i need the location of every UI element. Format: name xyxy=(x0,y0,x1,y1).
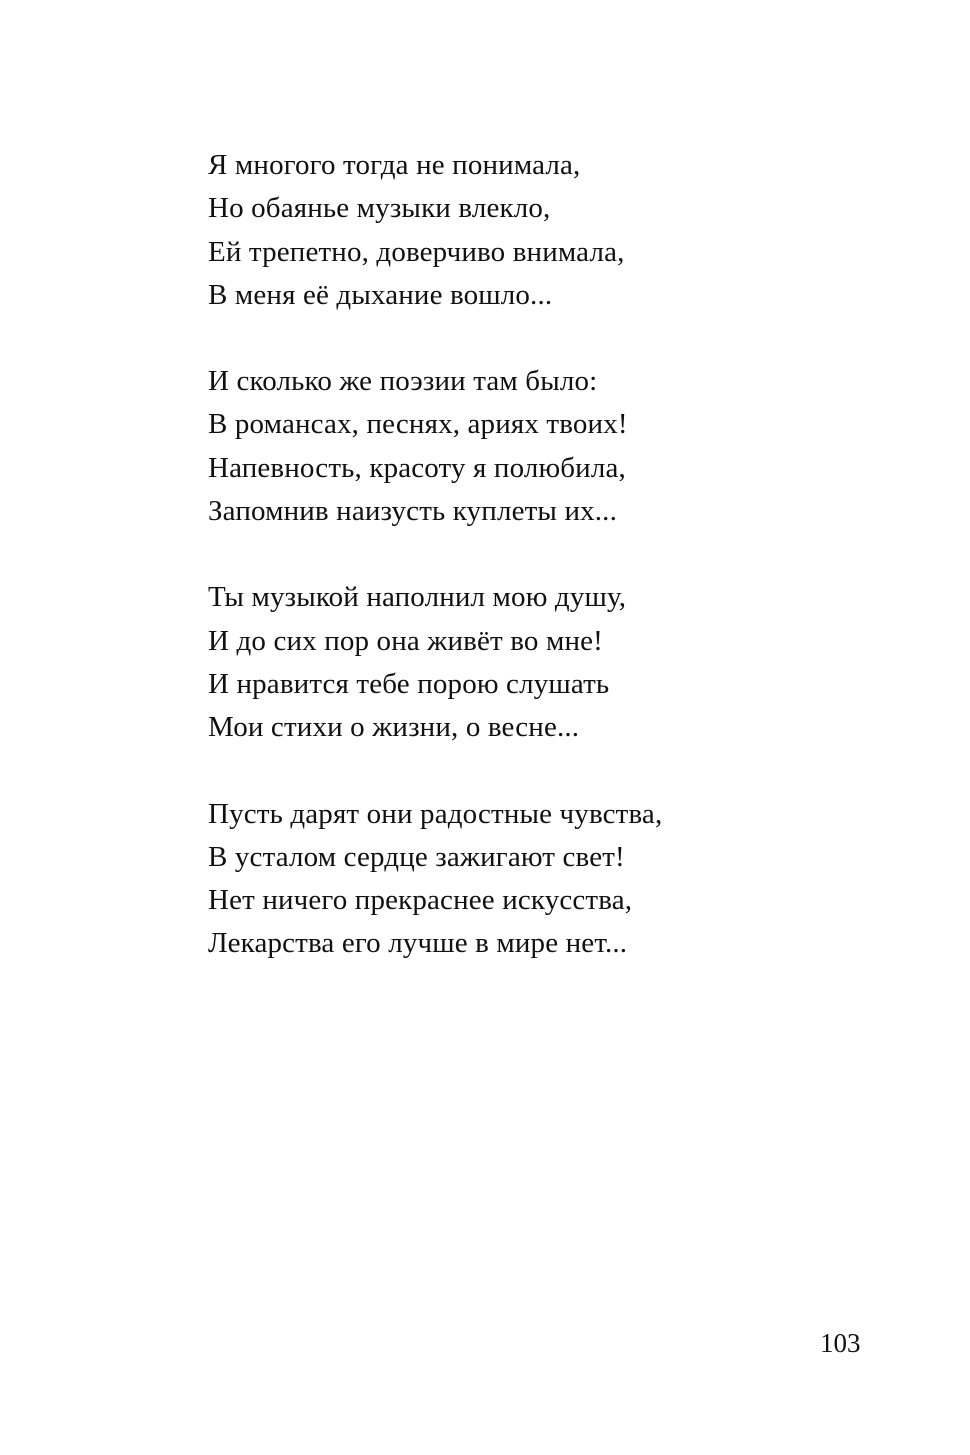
poem-line: Ей трепетно, доверчиво внимала, xyxy=(208,235,625,268)
poem-line: И до сих пор она живёт во мне! xyxy=(208,624,603,657)
poem-line: Мои стихи о жизни, о весне... xyxy=(208,711,580,744)
stanza-1 xyxy=(208,144,828,317)
poem-line: И нравится тебе порою слушать xyxy=(208,667,610,700)
poem-line: И сколько же поэзии там было: xyxy=(208,365,598,398)
poem-body xyxy=(208,144,828,1009)
poem-line: Лекарства его лучше в мире нет... xyxy=(208,927,628,960)
poem-line: Я многого тогда не понимала, xyxy=(208,149,581,181)
poem-line: Напевность, красоту я полюбила, xyxy=(208,451,626,484)
poem-line: Пусть дарят они радостные чувства, xyxy=(208,797,663,830)
poem-line: В меня её дыхание вошло... xyxy=(208,278,553,311)
stanza-3 xyxy=(208,576,828,749)
poem-line: Нет ничего прекраснее искусства, xyxy=(208,884,633,917)
stanza-2 xyxy=(208,360,828,533)
page-number: 103 xyxy=(820,1328,861,1358)
stanza-4 xyxy=(208,793,828,966)
poem-line: В усталом сердце зажигают свет! xyxy=(208,840,625,873)
poem-line: Ты музыкой наполнил мою душу, xyxy=(208,581,627,614)
poem-line: Но обаянье музыки влекло, xyxy=(208,192,551,225)
poem-line: Запомнив наизусть куплеты их... xyxy=(208,495,617,528)
poem-line: В романсах, песнях, ариях твоих! xyxy=(208,408,628,441)
